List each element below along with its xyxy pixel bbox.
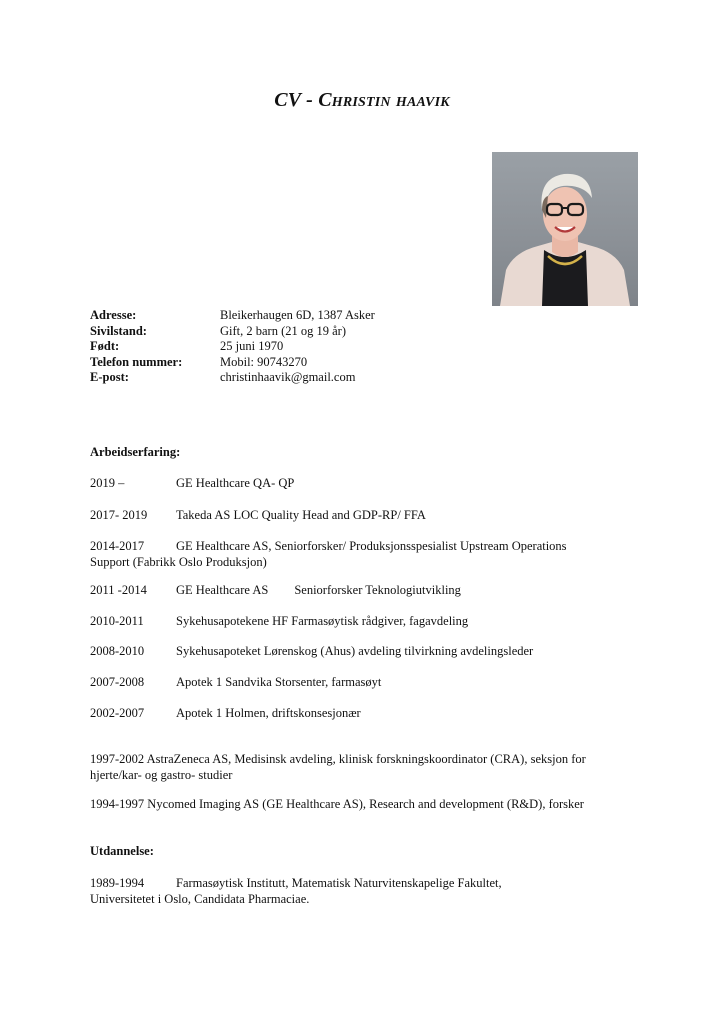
info-key: Født:	[90, 339, 120, 354]
work-years: 1997-2002	[90, 752, 145, 766]
education-heading: Utdannelse:	[90, 844, 154, 858]
work-years: 2010-2011	[90, 614, 144, 628]
work-entry	[90, 614, 630, 630]
work-entry	[90, 508, 630, 524]
work-entry	[90, 797, 630, 813]
work-years: 2002-2007	[90, 706, 145, 720]
work-text-role: Seniorforsker Teknologiutvikling	[294, 583, 461, 597]
work-entry	[90, 644, 630, 660]
work-text: Sykehusapoteket Lørenskog (Ahus) avdeling tilvirkning avdelingsleder	[176, 644, 534, 658]
work-years: 2008-2010	[90, 644, 145, 658]
page-title: CV - Christin haavik	[274, 89, 450, 111]
work-years: 2017- 2019	[90, 508, 148, 522]
edu-text-cont: Universitetet i Oslo, Candidata Pharmaciae.	[90, 891, 310, 906]
info-key: E-post:	[90, 370, 129, 385]
work-text: Apotek 1 Sandvika Storsenter, farmasøyt	[176, 675, 382, 689]
work-years: 2011 -2014	[90, 583, 147, 597]
info-value: Gift, 2 barn (21 og 19 år)	[220, 323, 347, 338]
info-row-born	[90, 339, 375, 355]
work-text: GE Healthcare QA- QP	[176, 476, 295, 490]
work-entry	[90, 583, 630, 599]
email-link[interactable]: christinhaavik@gmail.com	[220, 370, 356, 385]
edu-text: Farmasøytisk Institutt, Matematisk Naturvitenskapelige Fakultet,	[176, 876, 502, 890]
work-entry	[90, 675, 630, 691]
work-entry	[90, 539, 630, 570]
work-years: 2019 –	[90, 476, 125, 490]
info-value: Bleikerhaugen 6D, 1387 Asker	[220, 308, 375, 322]
info-value: 25 juni 1970	[220, 339, 284, 354]
work-text: Takeda AS LOC Quality Head and GDP-RP/ FFA	[176, 508, 426, 522]
work-text: GE Healthcare AS	[176, 583, 269, 597]
work-years: 1994-1997	[90, 797, 145, 811]
work-text: Sykehusapotekene HF Farmasøytisk rådgiver, fagavdeling	[176, 614, 469, 628]
work-years: 2014-2017	[90, 539, 145, 553]
info-key: Sivilstand:	[90, 323, 147, 338]
info-row-email	[90, 370, 375, 386]
work-text-cont: hjerte/kar- og gastro- studier	[90, 767, 233, 782]
info-row-address	[90, 308, 375, 324]
work-entry	[90, 752, 630, 783]
work-heading: Arbeidserfaring:	[90, 445, 181, 459]
info-key: Adresse:	[90, 308, 137, 322]
work-text-cont: Support (Fabrikk Oslo Produksjon)	[90, 554, 267, 569]
info-key: Telefon nummer:	[90, 354, 183, 369]
info-row-civil-status	[90, 324, 375, 340]
edu-years: 1989-1994	[90, 876, 145, 890]
work-text: Nycomed Imaging AS (GE Healthcare AS), Research and development (R&D), forsker	[147, 797, 584, 811]
work-entry	[90, 706, 630, 722]
work-text: AstraZeneca AS, Medisinsk avdeling, klinisk forskningskoordinator (CRA), seksjon for	[146, 752, 586, 766]
work-text: GE Healthcare AS, Seniorforsker/ Produksjonsspesialist Upstream Operations	[176, 539, 567, 553]
work-years: 2007-2008	[90, 675, 145, 689]
info-value: Mobil: 90743270	[220, 354, 308, 369]
personal-info	[90, 308, 375, 386]
work-entry	[90, 476, 630, 492]
work-text: Apotek 1 Holmen, driftskonsesjonær	[176, 706, 361, 720]
info-row-phone	[90, 355, 375, 371]
education-entry	[90, 876, 630, 907]
profile-photo	[492, 152, 638, 306]
